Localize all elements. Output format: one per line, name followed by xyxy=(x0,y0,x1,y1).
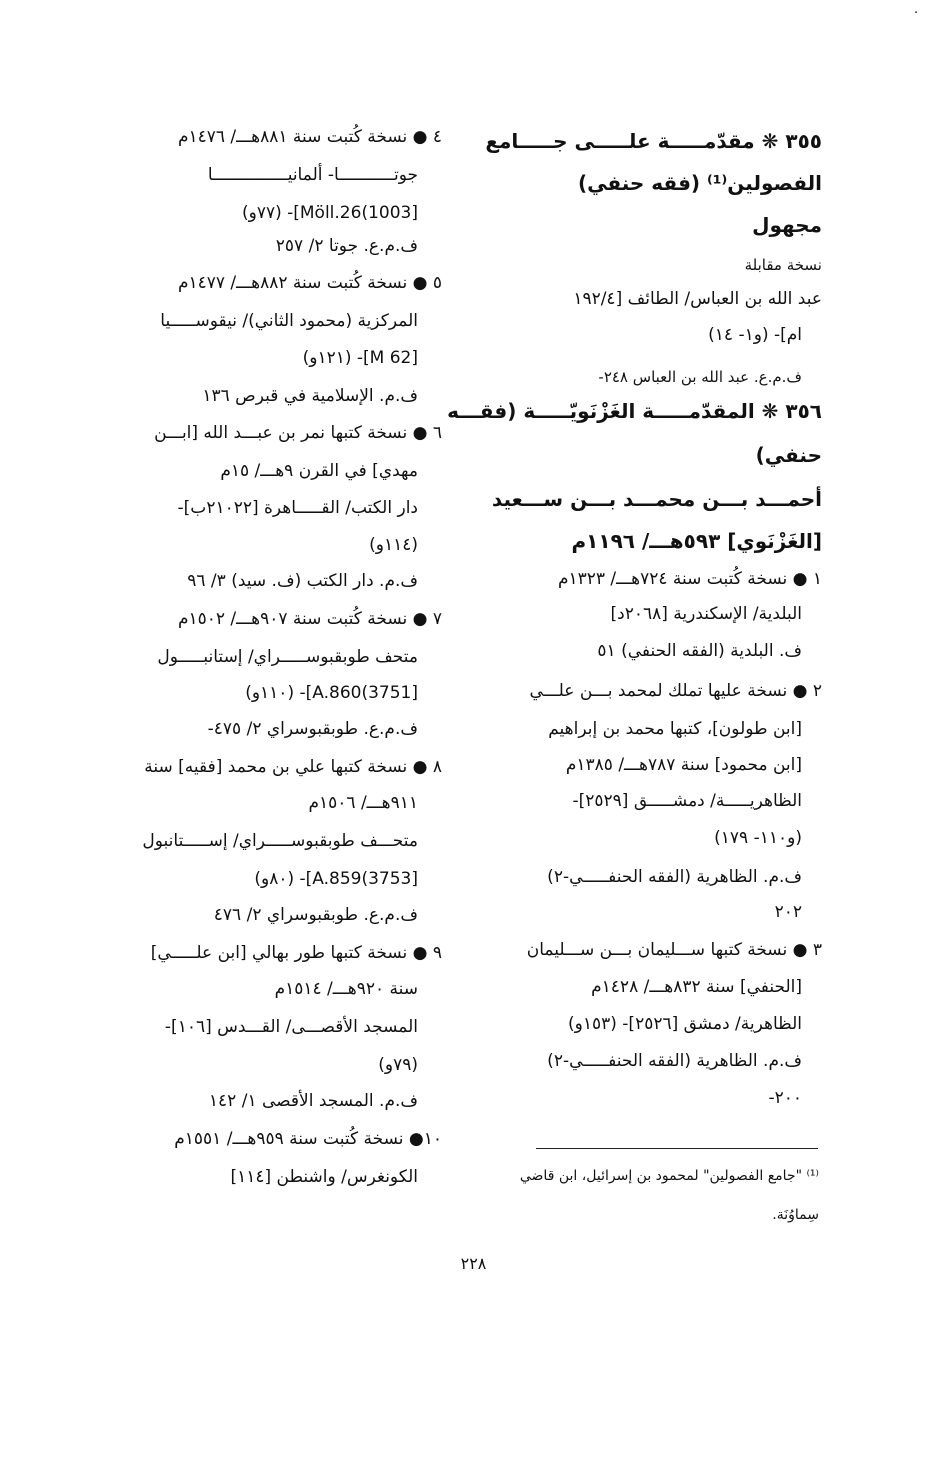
manuscript-item: دار الكتب/ القـــــاهرة [٢١٠٢٢ب]- xyxy=(177,498,418,518)
manuscript-item: ٢٠٢ xyxy=(774,902,802,922)
footnote-line: سِماوُنَة. xyxy=(772,1207,819,1223)
manuscript-item: [الحنفي] سنة ٨٣٢هـــ/ ١٤٢٨م xyxy=(591,977,802,997)
entry-355-author: مجهول xyxy=(752,213,822,237)
footnote-divider xyxy=(536,1148,818,1149)
manuscript-item: متحـــف طوبقبوســـــراي/ إســـــتانبول xyxy=(142,831,418,851)
manuscript-item: ١٠● نسخة كُتبت سنة ٩٥٩هـــ/ ١٥٥١م xyxy=(174,1129,442,1149)
manuscript-item: جوتـــــــــــا- ألمانيـــــــــــــــا xyxy=(207,165,418,185)
entry-356-author-line2: [الغَزْنَوي] ٥٩٣هـــ/ ١١٩٦م xyxy=(571,529,822,553)
manuscript-item: (١١٤و) xyxy=(369,535,418,555)
manuscript-item: ٣ ● نسخة كتبها ســـليمان بـــن ســـليمان xyxy=(526,940,822,960)
manuscript-item: ٥ ● نسخة كُتبت سنة ٨٨٢هـــ/ ١٤٧٧م xyxy=(177,273,442,293)
manuscript-item: المسجد الأقصـــى/ القـــدس [١٠٦]- xyxy=(164,1017,418,1037)
page-number: ٢٢٨ xyxy=(460,1254,487,1273)
manuscript-item: ف.م.ع. طوبقبوسراي ٢/ ٤٧٥- xyxy=(207,719,418,739)
manuscript-item: ١ ● نسخة كُتبت سنة ٧٢٤هـــ/ ١٣٢٣م xyxy=(557,569,822,589)
manuscript-item: الكونغرس/ واشنطن [١١٤] xyxy=(230,1167,418,1187)
entry-355-title-line2: الفصولين⁽¹⁾ (فقه حنفي) xyxy=(577,171,822,195)
manuscript-item: ف.م. المسجد الأقصى ١/ ١٤٢ xyxy=(208,1091,418,1111)
manuscript-item: البلدية/ الإسكندرية [٢٠٦٨د] xyxy=(610,604,802,624)
manuscript-item: ٢ ● نسخة عليها تملك لمحمد بـــن علـــي xyxy=(529,681,822,701)
manuscript-item: متحف طوبقبوســـــراي/ إستانبـــــول xyxy=(157,647,418,667)
manuscript-item: ٤ ● نسخة كُتبت سنة ٨٨١هـــ/ ١٤٧٦م xyxy=(177,127,442,147)
manuscript-item: [3751)A.860]- (١١٠و) xyxy=(245,683,418,703)
manuscript-item: [M 62]- (١٢١و) xyxy=(302,348,418,368)
corner-mark: · xyxy=(914,6,919,21)
entry-356-title-line2: حنفي) xyxy=(755,443,822,467)
entry-355-title-line1: ٣٥٥ ❋ مقدّمـــــة علـــــى جـــــامع xyxy=(485,129,822,153)
manuscript-item: ٨ ● نسخة كتبها علي بن محمد [فقيه] سنة xyxy=(144,757,442,777)
manuscript-item: الظاهرية/ دمشق [٢٥٢٦]- (١٥٣و) xyxy=(568,1014,802,1034)
entry-355-line: ف.م.ع. عبد الله بن العباس ٢٤٨- xyxy=(598,368,802,386)
manuscript-item: [3753)A.859]- (٨٠و) xyxy=(254,869,418,889)
manuscript-item: ف.م. دار الكتب (ف. سيد) ٣/ ٩٦ xyxy=(187,571,418,591)
manuscript-item: ف.م.ع. طوبقبوسراي ٢/ ٤٧٦ xyxy=(213,905,418,925)
manuscript-item: [ابن محمود] سنة ٧٨٧هـــ/ ١٣٨٥م xyxy=(565,755,802,775)
manuscript-item: ف.م. الإسلامية في قبرص ١٣٦ xyxy=(202,386,418,406)
entry-355-line: عبد الله بن العباس/ الطائف [١٩٢/٤ xyxy=(573,289,822,309)
manuscript-item: ٢٠٠- xyxy=(768,1088,802,1108)
entry-355-line: ام]- (و١- ١٤) xyxy=(708,325,802,345)
manuscript-item: ف.م. الظاهرية (الفقه الحنفـــــي-٢) xyxy=(547,867,802,887)
manuscript-item: ٧ ● نسخة كُتبت سنة ٩٠٧هـــ/ ١٥٠٢م xyxy=(177,609,442,629)
manuscript-item: ٩ ● نسخة كتبها طور بهالي [ابن علـــــي] xyxy=(150,943,442,963)
manuscript-item: [1003)Möll.26]- (٧٧و) xyxy=(241,203,418,223)
manuscript-item: [ابن طولون]، كتبها محمد بن إبراهيم xyxy=(548,719,802,739)
manuscript-item: ف. البلدية (الفقه الحنفي) ٥١ xyxy=(597,641,802,661)
manuscript-item: مهدي] في القرن ٩هـــ/ ١٥م xyxy=(220,461,418,481)
manuscript-item: (٧٩و) xyxy=(378,1055,418,1075)
manuscript-item: سنة ٩٢٠هـــ/ ١٥١٤م xyxy=(274,979,418,999)
entry-355-line: نسخة مقابلة xyxy=(744,256,822,274)
manuscript-item: ف.م. الظاهرية (الفقه الحنفـــــي-٢) xyxy=(547,1051,802,1071)
manuscript-item: (و١١٠- ١٧٩) xyxy=(714,828,802,848)
manuscript-item: الظاهريـــــة/ دمشـــــق [٢٥٢٩]- xyxy=(572,791,802,811)
manuscript-item: المركزية (محمود الثاني)/ نيقوســـــيا xyxy=(160,311,418,331)
entry-356-title-line1: ٣٥٦ ❋ المقدّمـــــة الغَزْنَويّـــــة (فقـــه xyxy=(447,399,822,423)
entry-356-author-line1: أحمـــد بـــن محمـــد بـــن ســـعيد xyxy=(491,487,822,511)
manuscript-item: ٦ ● نسخة كتبها نمر بن عبـــد الله [ابـــن xyxy=(154,423,442,443)
manuscript-item: ٩١١هـــ/ ١٥٠٦م xyxy=(308,793,418,813)
footnote-line: ⁽¹⁾ "جامع الفصولين" لمحمود بن إسرائيل، ابن قاضي xyxy=(519,1168,819,1184)
manuscript-item: ف.م.ع. جوتا ٢/ ٢٥٧ xyxy=(275,236,418,256)
